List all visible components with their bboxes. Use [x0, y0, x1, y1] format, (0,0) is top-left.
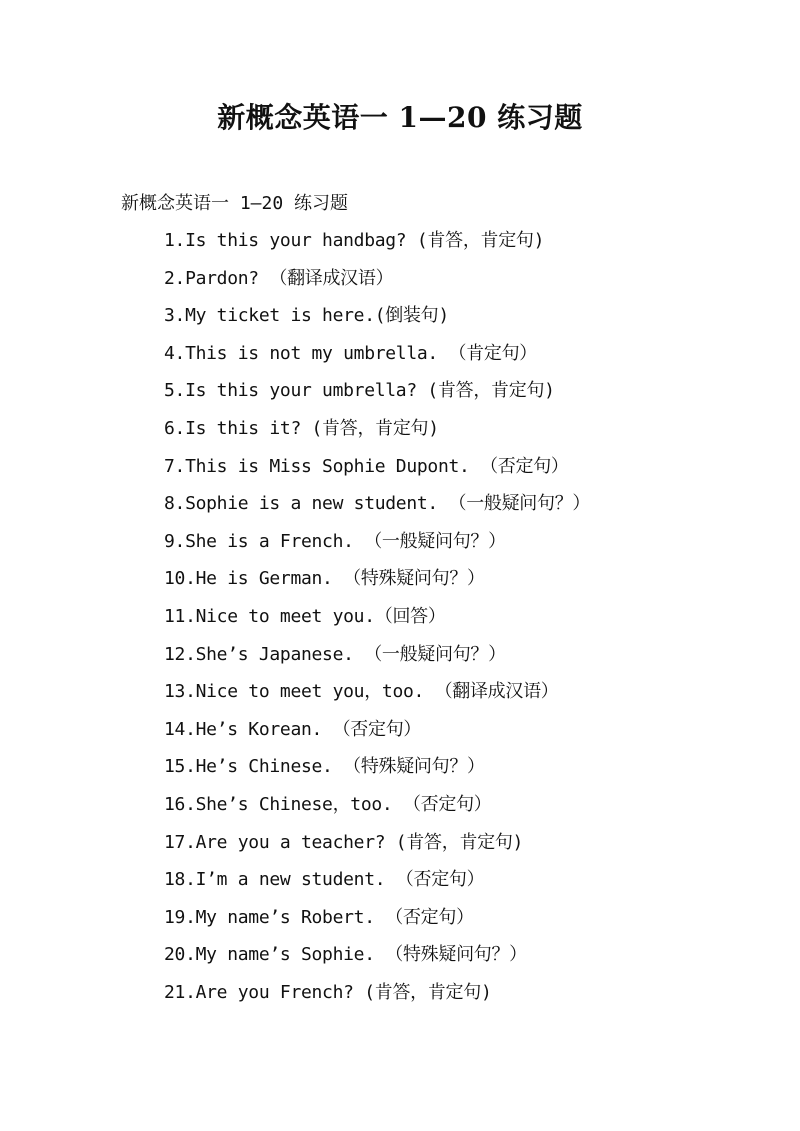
page-title: 新概念英语一 1—20 练习题 [217, 101, 583, 134]
document-subtitle: 新概念英语一 1—20 练习题 [121, 193, 349, 214]
exercise-item-20: 20.My name’s Sophie. （特殊疑问句？） [164, 944, 527, 966]
exercise-list [164, 226, 590, 1015]
exercise-item-6: 6.Is this it? (肯答，肯定句) [164, 417, 439, 439]
exercise-item-19: 19.My name’s Robert. （否定句） [164, 906, 474, 928]
exercise-item-4: 4.This is not my umbrella. （肯定句） [164, 342, 537, 364]
exercise-item-11: 11.Nice to meet you.（回答） [164, 605, 446, 627]
exercise-item-5: 5.Is this your umbrella? (肯答，肯定句) [164, 380, 555, 402]
exercise-item-21: 21.Are you French? (肯答，肯定句) [164, 981, 492, 1003]
exercise-item-3: 3.My ticket is here.(倒装句) [164, 305, 449, 327]
exercise-item-18: 18.I’m a new student. （否定句） [164, 869, 485, 891]
exercise-item-2: 2.Pardon? （翻译成汉语） [164, 267, 394, 289]
exercise-item-9: 9.She is a French. （一般疑问句？） [164, 530, 506, 552]
exercise-item-1: 1.Is this your handbag? (肯答，肯定句) [164, 230, 545, 251]
exercise-item-14: 14.He’s Korean. （否定句） [164, 718, 422, 740]
exercise-item-10: 10.He is German. （特殊疑问句？） [164, 568, 485, 590]
exercise-item-13: 13.Nice to meet you，too. （翻译成汉语） [164, 681, 559, 703]
exercise-item-12: 12.She’s Japanese. （一般疑问句？） [164, 643, 506, 665]
exercise-item-16: 16.She’s Chinese，too. （否定句） [164, 793, 492, 815]
exercise-item-15: 15.He’s Chinese. （特殊疑问句？） [164, 756, 485, 778]
exercise-item-17: 17.Are you a teacher? (肯答，肯定句) [164, 831, 524, 853]
exercise-item-8: 8.Sophie is a new student. （一般疑问句？） [164, 493, 591, 515]
exercise-item-7: 7.This is Miss Sophie Dupont. （否定句） [164, 455, 569, 477]
